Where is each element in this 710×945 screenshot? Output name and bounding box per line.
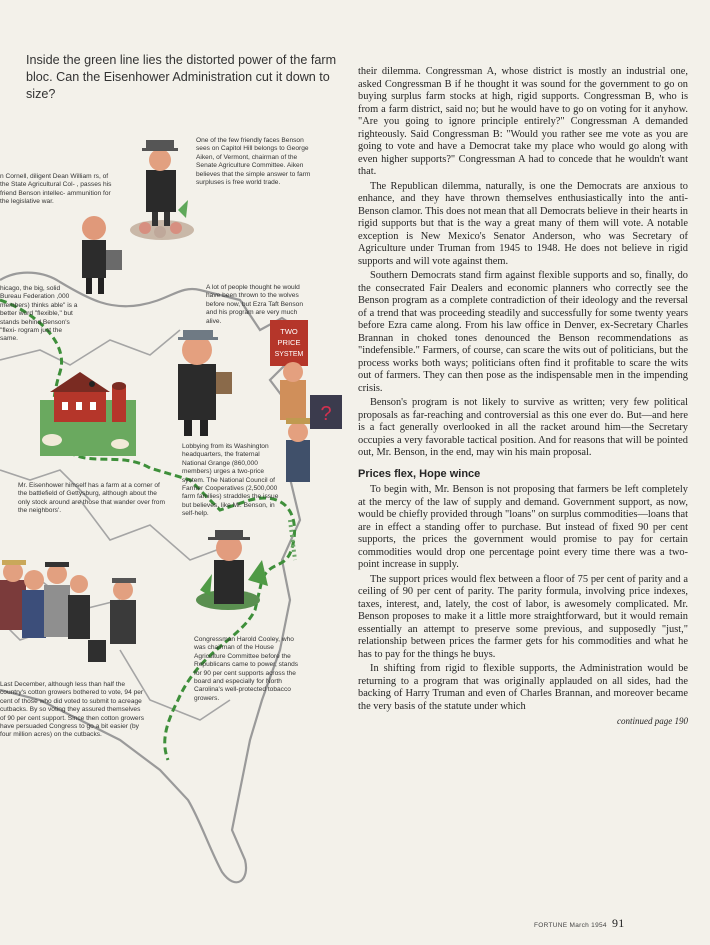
paragraph: Southern Democrats stand firm against flexible supports and so, finally, do the consecrated Fair Dealers and economic planners who correctly see the Benson program as a complete contradiction of their ideology and the reversal of a trend that was proceeding steadily and successfully for some twenty years before Ezra came along. From his law office in Denver, ex-Secretary Charles Brannan in choked tones denounced the Benson recommendations as "indefensible." Farmers, of course, can scare the wits out of politicians, but the process works both ways; politicians often find it profitable to scare the wits out of farmers. They can then pose as the indispensable men in the impending crisis.	[358, 270, 688, 394]
paragraph: their dilemma. Congressman A, whose district is mostly an industrial one, asked Congressman B if he thought it was sound for the government to go on buying surplus farm stocks at high, rigid supports. Congressman B, who is from a farm district, said no; but he would have to go on voting for it anyhow. "Are you going to ignore principle entirely?" Congressman A demanded righteously. Said Congressman B: "Would you rather see me vote as you are going to vote and have a Democrat take my place who would go along with even higher supports?" Congressman A had to concede that he wouldn't want that.	[358, 66, 688, 177]
cornell-figure	[82, 216, 122, 294]
caption-aiken: One of the few friendly faces Benson sees on Capitol Hill belongs to George Aiken, of Vermont, chairman of the Senate Agriculture Committee. Aiken believes that the simple answer to farm surpluses is free world trade.	[196, 137, 311, 187]
page-number: 91	[611, 916, 625, 930]
svg-text:SYSTEM: SYSTEM	[274, 351, 304, 358]
caption-gettysburg: Mr. Eisenhower himself has a farm at a corner of the battlefield of Gettysburg, although about the only stock around are those that wander over from the neighbors'.	[18, 482, 165, 515]
continued-note: continued page 190	[617, 716, 688, 726]
article-column	[358, 66, 688, 728]
cooley-figure	[196, 530, 268, 610]
caption-cooley: Congressman Harold Cooley, who was chairman of the House Agriculture Committee before the Republicans came to power, stands for 90 per cent supports across the board and especially for North Carolina's well-protected tobacco growers.	[194, 636, 299, 702]
caption-chicago: hicago, the big, solid Bureau Federation ,000 members) thinks able" is a better word "flexible," but stands behind Benson's "flexi- rogram just the same.	[0, 285, 78, 343]
paragraph: To begin with, Mr. Benson is not proposing that farmers be left completely at the mercy of the law of supply and demand. Government support, as now, would be chiefly provided through "loans" on surplus commodities—loans that are in effect a standing offer to purchase. But instead of fixed 90 per cent supports, the prices the government would promise to pay for certain commodities would drop one percentage point every time there was a two-point increase in supply.	[358, 484, 688, 570]
paragraph: Benson's program is not likely to survive as written; very few political proposals as far-reaching and controversial as this one ever do. But—and here is a fact generally overlooked in all the racket around him—the Secretary occupies a very favorable tactical position. And for reasons that will be pointed out, Mr. Benson, in the end, may win his main proposal.	[358, 397, 688, 458]
benson-figure	[178, 330, 232, 436]
issue-date: March 1954	[569, 922, 607, 929]
caption-cornell: n Cornell, diligent Dean William rs, of the State Agricultural Col- , passes his friend Benson intellec- ammunition for the legislative war.	[0, 173, 112, 206]
caption-grange: Lobbying from its Washington headquarters, the fraternal National Grange (860,000 members) urges a two-price system. The National Council of Farmer Cooperatives (2,500,000 farm families) straddles the issue but believes, like Mr. Benson, in self-help.	[182, 443, 279, 518]
paragraph: The support prices would flex between a floor of 75 per cent of parity and a ceiling of 90 per cent of parity. The parity formula, involving price indexes, taxes, interest, and, lately, the cost of labor, is awesomely complicated. Mr. Benson proposes to make it a little more straightforward, but it would remain essentially an attempt to preserve some previous, and supposedly "just," relationship between prices the farmer gets for his commodities and what he has to pay for the things he buys.	[358, 573, 688, 660]
caption-cotton: Last December, although less than half the country's cotton growers bothered to vote, 94 per cent of those who did voted to submit to acreage cutbacks. By so voting they assured themselves of 90 per cent support. Since then cotton growers have persuaded Congress to go a bit easier (by four million acres) on the cutbacks.	[0, 681, 145, 739]
sign-label: TWO	[280, 327, 298, 336]
gettysburg-farm	[40, 372, 136, 456]
paragraph: In shifting from rigid to flexible supports, the Administration would be returning to a program that was originally applauded on all sides, had the backing of Harry Truman and even of Charles Brannan, and moreover became the very basis of the statute under which	[358, 663, 688, 712]
caption-taft: A lot of people thought he would have been thrown to the wolves before now, but Ezra Taft Benson and his program are very much alive.	[206, 284, 304, 325]
paragraph: The Republican dilemma, naturally, is one the Democrats are anxious to enhance, and they have thrown themselves enthusiastically into the anti-Benson clamor. This does not mean that all Democrats believe in their hearts in rigid supports but that is the way a great many of them will vote. A notable exception is New Mexico's Senator Anderson, who was Secretary of Agriculture under Truman from 1945 to 1948. He does not believe in rigid supports and will vote against them.	[358, 180, 688, 267]
magazine-name: FORTUNE	[534, 922, 568, 929]
subhead: Prices flex, Hope wince	[358, 467, 481, 480]
svg-text:PRICE: PRICE	[277, 338, 301, 347]
cotton-growers-crowd	[0, 560, 136, 662]
question-mark: ?	[320, 403, 332, 425]
aiken-figure	[130, 140, 194, 240]
intro-deck: Inside the green line lies the distorted power of the farm bloc. Can the Eisenhower Administration cut it down to size?	[26, 53, 337, 101]
page-footer	[534, 916, 625, 931]
